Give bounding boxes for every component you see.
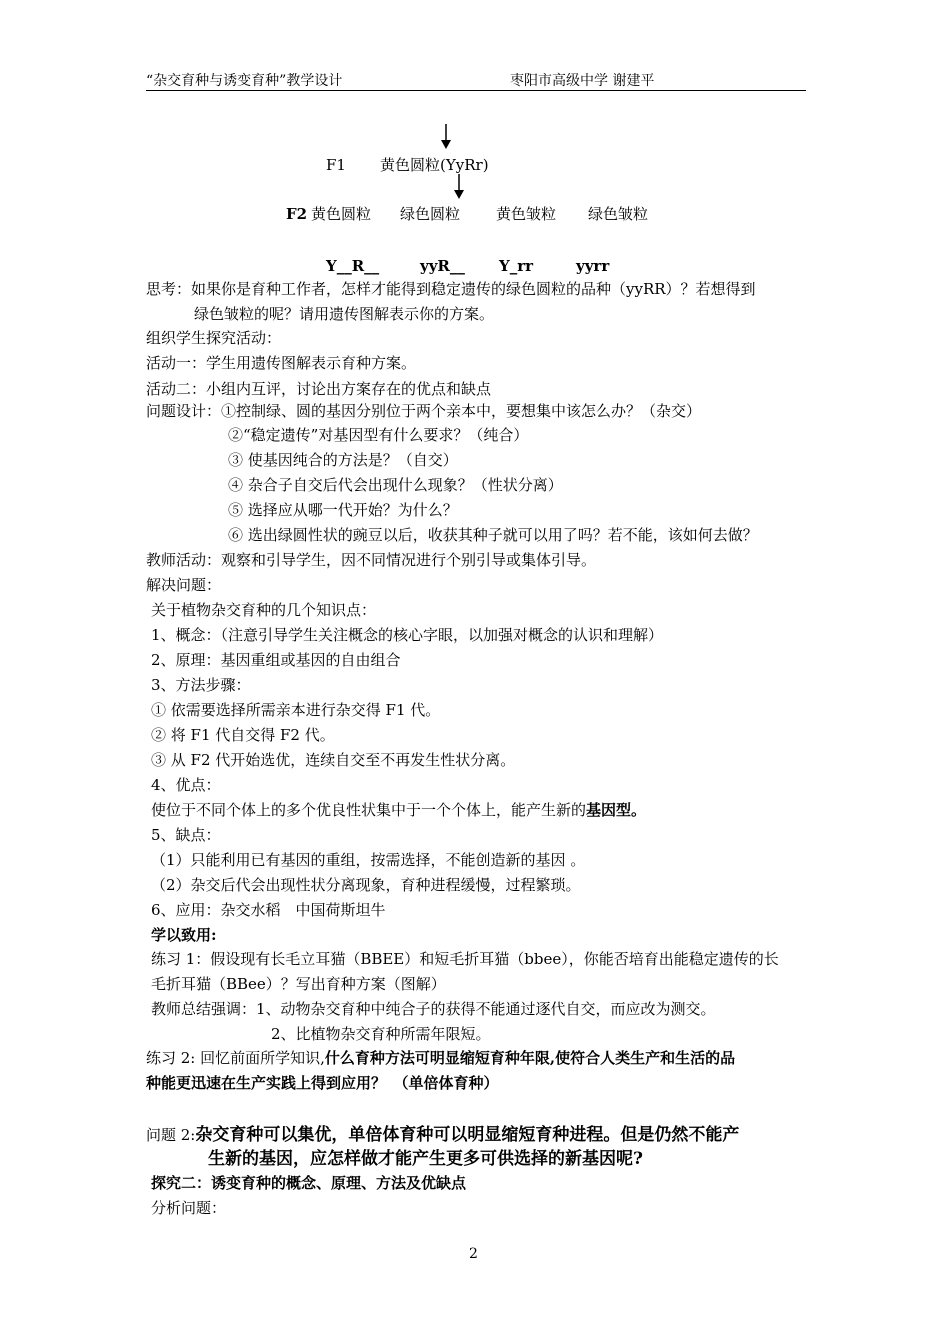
text-line: 毛折耳猫（BBee）？写出育种方案（图解）: [151, 975, 446, 993]
text-line: 解决问题：: [146, 576, 222, 594]
f2-phenotype: 绿色皱粒: [588, 205, 649, 223]
text-line: ① 依需要选择所需亲本进行杂交得 F1 代。: [151, 701, 441, 719]
text-line: [151, 800, 646, 820]
f2-phenotype: 黄色皱粒: [496, 205, 557, 223]
section-heading: 学以致用:: [151, 926, 217, 944]
text-line: 练习 1：假设现有长毛立耳猫（BBEE）和短毛折耳猫（bbee），你能否培育出能稳定遗传的长: [151, 950, 779, 968]
f2-phenotype: 绿色圆粒: [400, 205, 461, 223]
section-heading: 探究二：诱变育种的概念、原理、方法及优缺点: [151, 1174, 467, 1192]
genotype: Y__R__: [326, 257, 380, 275]
text-line: ⑤ 选择应从哪一代开始？为什么？: [228, 501, 458, 519]
page-number: 2: [469, 1246, 478, 1262]
text-span: 练习 2: 回忆前面所学知识,: [146, 1049, 325, 1067]
text-line: 2、比植物杂交育种所需年限短。: [271, 1025, 491, 1043]
text-span: 使位于不同个体上的多个优良性状集中于一个个体上，能产生新的: [151, 801, 587, 819]
f1-phenotype: 黄色圆粒(YyRr): [380, 156, 489, 174]
text-line: ②“稳定遗传”对基因型有什么要求？（纯合）: [228, 426, 529, 444]
emphasis-text: 基因型。: [586, 801, 647, 819]
down-arrow-icon: [438, 124, 454, 150]
text-line: 思考：如果你是育种工作者，怎样才能得到稳定遗传的绿色圆粒的品种（yyRR）？若想得到: [146, 280, 756, 298]
page-header: [146, 70, 806, 91]
question-label: 问题 2:: [146, 1126, 196, 1144]
text-line: 分析问题：: [151, 1199, 227, 1217]
text-line: （1）只能利用已有基因的重组，按需选择，不能创造新的基因 。: [151, 851, 586, 869]
question-line: 生新的基因，应怎样做才能产生更多可供选择的新基因呢?: [208, 1149, 643, 1169]
genotype: yyR__: [420, 257, 465, 275]
text-line: ⑥ 选出绿圆性状的豌豆以后，收获其种子就可以用了吗？若不能，该如何去做？: [228, 526, 758, 544]
text-line: 教师总结强调：1、动物杂交育种中纯合子的获得不能通过逐代自交，而应改为测交。: [151, 1000, 716, 1018]
text-line: 绿色皱粒的呢？请用遗传图解表示你的方案。: [194, 305, 495, 323]
text-line: 6、应用：杂交水稻 中国荷斯坦牛: [151, 901, 386, 919]
text-line: 2、原理：基因重组或基因的自由组合: [151, 651, 401, 669]
text-line: 问题设计：①控制绿、圆的基因分别位于两个亲本中，要想集中该怎么办？（杂交）: [146, 402, 702, 420]
question-text: 杂交育种可以集优，单倍体育种可以明显缩短育种进程。但是仍然不能产: [195, 1125, 740, 1145]
text-line: 关于植物杂交育种的几个知识点：: [151, 601, 377, 619]
text-line: ③ 使基因纯合的方法是？（自交）: [228, 451, 458, 469]
emphasis-text: 什么育种方法可明显缩短育种年限,使符合人类生产和生活的品: [324, 1049, 736, 1067]
text-line: 5、缺点：: [151, 826, 221, 844]
header-title: “杂交育种与诱变育种”教学设计: [146, 73, 343, 89]
text-line: （2）杂交后代会出现性状分离现象，育种进程缓慢，过程繁琐。: [151, 876, 581, 894]
text-line: 3、方法步骤：: [151, 676, 251, 694]
text-line: ④ 杂合子自交后代会出现什么现象？（性状分离）: [228, 476, 563, 494]
down-arrow-icon: [451, 174, 467, 200]
header-author: 枣阳市高级中学 谢建平: [510, 73, 655, 89]
text-line: 活动二：小组内互评，讨论出方案存在的优点和缺点: [146, 380, 492, 398]
text-line: 活动一：学生用遗传图解表示育种方案。: [146, 354, 417, 372]
text-line: 组织学生探究活动：: [146, 329, 282, 347]
text-line: 1、概念：（注意引导学生关注概念的核心字眼，以加强对概念的认识和理解）: [151, 626, 664, 644]
question-line: [146, 1124, 739, 1146]
f2-label: F2: [286, 205, 308, 223]
text-line: 种能更迅速在生产实践上得到应用？ （单倍体育种）: [146, 1074, 499, 1092]
text-line: 教师活动：观察和引导学生，因不同情况进行个别引导或集体引导。: [146, 551, 597, 569]
f2-phenotype: 黄色圆粒: [311, 205, 372, 223]
text-line: 4、优点：: [151, 776, 221, 794]
genotype: Y_rr: [499, 257, 534, 275]
text-line: [146, 1048, 735, 1068]
text-line: ② 将 F1 代自交得 F2 代。: [151, 726, 335, 744]
f1-label: F1: [326, 156, 346, 174]
text-line: ③ 从 F2 代开始选优，连续自交至不再发生性状分离。: [151, 751, 516, 769]
genotype: yyrr: [576, 257, 610, 275]
